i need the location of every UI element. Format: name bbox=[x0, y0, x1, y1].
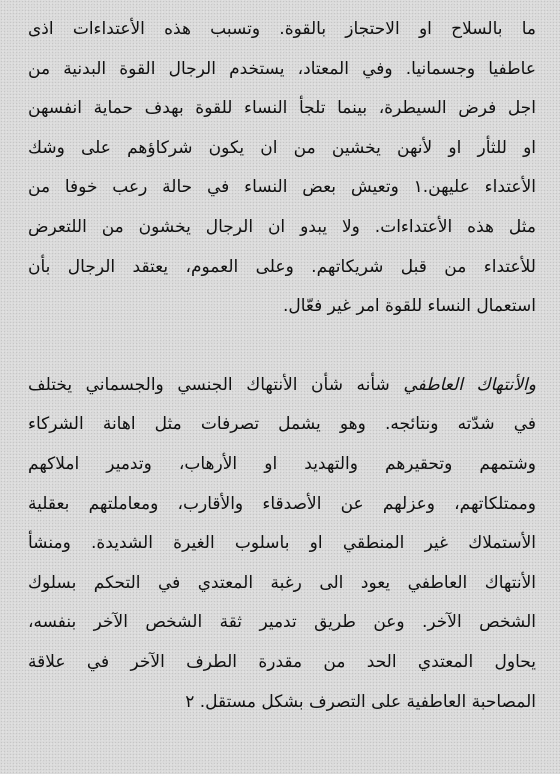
text-line: للأعتداء من قبل شريكاتهم. وعلى العموم، يعتقد الرجال بأن bbox=[28, 256, 536, 277]
text-line bbox=[28, 366, 536, 406]
text-line: وممتلكاتهم، وعزلهم عن الأصدقاء والأقارب، ومعاملتهم بعقلية bbox=[28, 493, 536, 514]
paragraph-physical-violence bbox=[28, 10, 536, 327]
paragraph-emotional-abuse bbox=[28, 366, 536, 722]
text-line: يحاول المعتدي الحد من مقدرة الطرف الآخر في علاقة bbox=[28, 651, 536, 672]
text-line: المصاحبة العاطفية على التصرف بشكل مستقل. ٢ bbox=[185, 691, 536, 712]
first-line-rest: شأنه شأن الأنتهاك الجنسي والجسماني يختلف bbox=[28, 374, 404, 395]
text-line: الأعتداء عليهن.١ وتعيش بعض النساء في حالة رعب خوفا من bbox=[28, 177, 536, 198]
text-line: استعمال النساء للقوة امر غير فعّال. bbox=[282, 296, 536, 317]
text-line: الشخص الآخر. وعن طريق تدمير ثقة الشخص الآخر بنفسه، bbox=[28, 612, 536, 633]
text-line: وشتمهم وتحقيرهم والتهديد او الأرهاب، وتدمير املاكهم bbox=[28, 453, 536, 474]
text-line: الأستملاك غير المنطقي او باسلوب الغيرة الشديدة. ومنشأ bbox=[28, 533, 536, 554]
text-line: الأنتهاك العاطفي يعود الى رغبة المعتدي في التحكم بسلوك bbox=[28, 572, 536, 593]
text-line: او للثأر او لأنهن يخشين من ان يكون شركاؤهم على وشك bbox=[28, 137, 536, 158]
text-line: في شدّته ونتائجه. وهو يشمل تصرفات مثل اهانة الشركاء bbox=[28, 414, 536, 435]
text-line: مثل هذه الأعتداءات. ولا يبدو ان الرجال يخشون من اللتعرض bbox=[28, 216, 536, 237]
text-line: عاطفيا وجسمانيا. وفي المعتاد، يستخدم الرجال القوة البدنية من bbox=[28, 58, 536, 79]
paragraph-gap bbox=[28, 327, 536, 366]
text-line: ما بالسلاح او الاحتجاز بالقوة. وتسبب هذه الأعتداءات اذى bbox=[28, 19, 536, 39]
text-line: اجل فرض السيطرة، بينما تلجأ النساء للقوة بهدف حماية انفسهن bbox=[28, 98, 536, 119]
emotional-abuse-term: والأنتهاك العاطفي bbox=[403, 374, 536, 395]
